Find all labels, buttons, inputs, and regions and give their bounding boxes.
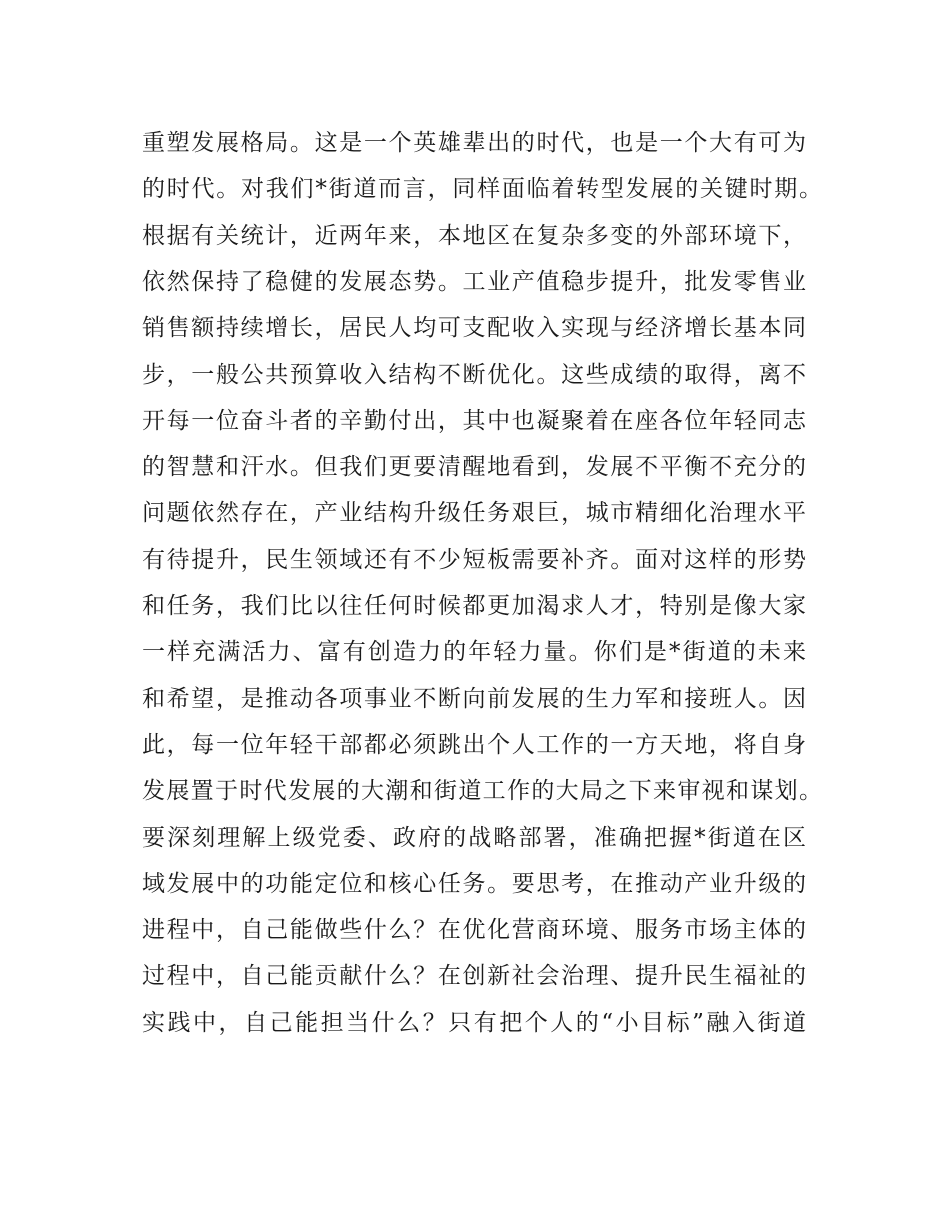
- text-line: 和任务，我们比以往任何时候都更加渴求人才，特别是像大家: [142, 593, 806, 619]
- text-line: 发展置于时代发展的大潮和街道工作的大局之下来审视和谋划。: [142, 778, 822, 805]
- text-line: 开每一位奋斗者的辛勤付出，其中也凝聚着在座各位年轻同志: [142, 407, 806, 434]
- text-line: 过程中，自己能贡献什么？在创新社会治理、提升民生福祉的: [142, 963, 806, 990]
- text-line: 进程中，自己能做些什么？在优化营商环境、服务市场主体的: [142, 917, 806, 944]
- text-line: 有待提升，民生领域还有不少短板需要补齐。面对这样的形势: [142, 546, 806, 573]
- text-line: 和希望，是推动各项事业不断向前发展的生力军和接班人。因: [142, 685, 806, 712]
- text-line: 要深刻理解上级党委、政府的战略部署，准确把握*街道在区: [142, 824, 806, 851]
- text-line: 销售额持续增长，居民人均可支配收入实现与经济增长基本同: [142, 315, 806, 342]
- text-line: 实践中，自己能担当什么？只有把个人的“小目标”融入街道: [142, 1009, 806, 1036]
- text-line: 此，每一位年轻干部都必须跳出个人工作的一方天地，将自身: [142, 731, 806, 758]
- text-line: 域发展中的功能定位和核心任务。要思考，在推动产业升级的: [142, 870, 806, 897]
- text-line: 根据有关统计，近两年来，本地区在复杂多变的外部环境下，: [142, 222, 806, 249]
- text-line: 步，一般公共预算收入结构不断优化。这些成绩的取得，离不: [142, 361, 806, 388]
- text-line: 的智慧和汗水。但我们更要清醒地看到，发展不平衡不充分的: [142, 454, 806, 481]
- text-line: 依然保持了稳健的发展态势。工业产值稳步提升，批发零售业: [142, 268, 806, 295]
- text-line: 重塑发展格局。这是一个英雄辈出的时代，也是一个大有可为: [142, 130, 806, 156]
- text-line: 的时代。对我们*街道而言，同样面临着转型发展的关键时期。: [142, 176, 822, 203]
- text-line: 一样充满活力、富有创造力的年轻力量。你们是*街道的未来: [142, 639, 806, 666]
- text-line: 问题依然存在，产业结构升级任务艰巨，城市精细化治理水平: [142, 500, 806, 527]
